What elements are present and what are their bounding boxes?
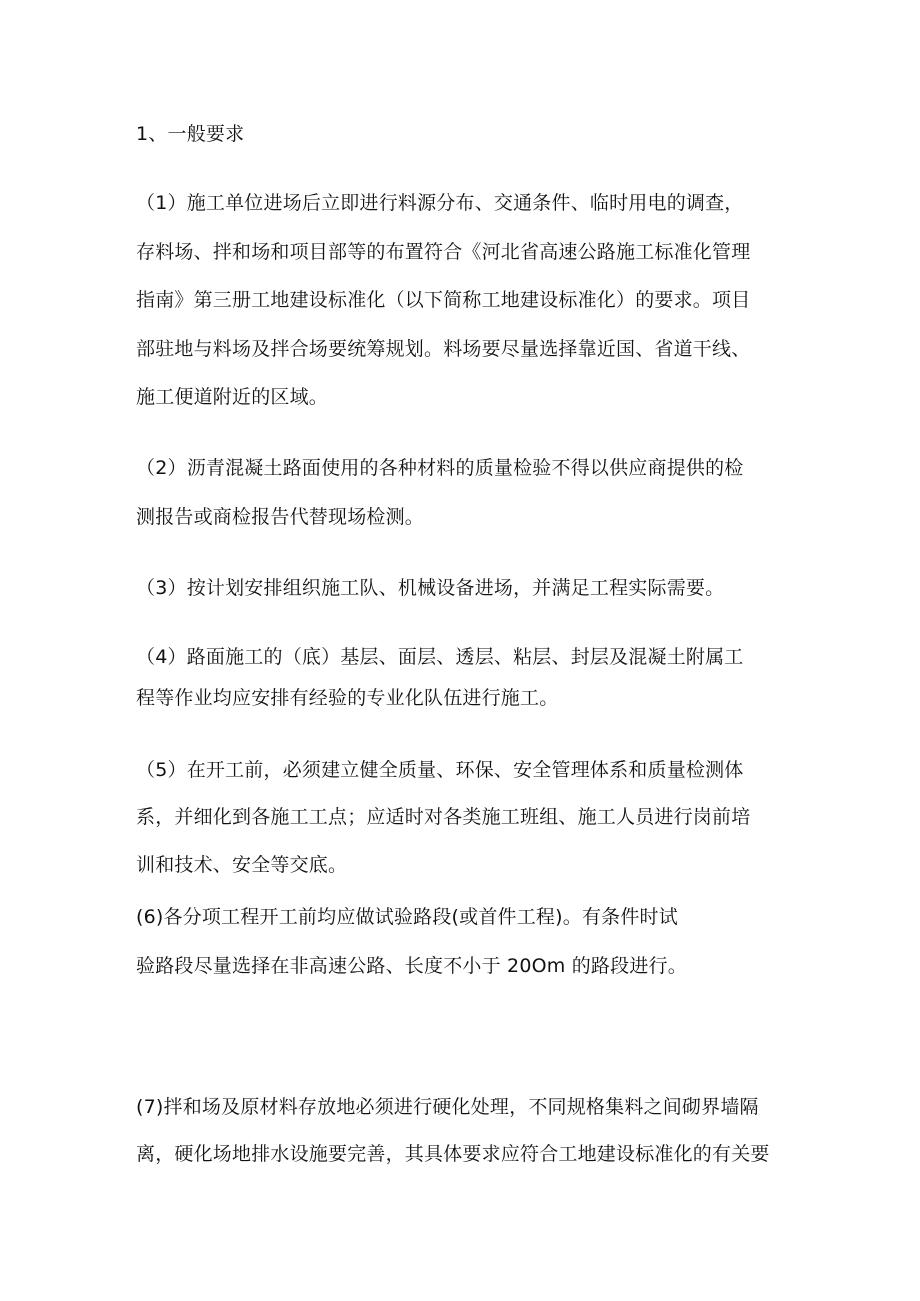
paragraph-line: （3）按计划安排组织施工队、机械设备进场，并满足工程实际需要。 bbox=[136, 577, 725, 599]
paragraph-line: 验路段尽量选择在非高速公路、长度不小于 20Om 的路段进行。 bbox=[136, 955, 687, 977]
section-heading: 1、一般要求 bbox=[136, 123, 245, 145]
paragraph-line: （5）在开工前，必须建立健全质量、环保、安全管理体系和质量检测体 bbox=[136, 759, 744, 781]
paragraph-line: 存料场、拌和场和项目部等的布置符合《河北省高速公路施工标准化管理 bbox=[136, 241, 751, 263]
paragraph-line: （1）施工单位进场后立即进行料源分布、交通条件、临时用电的调查， bbox=[136, 192, 744, 214]
paragraph-line: (6)各分项工程开工前均应做试验路段(或首件工程)。有条件时试 bbox=[136, 906, 678, 928]
paragraph-line: （2）沥青混凝土路面使用的各种材料的质量检验不得以供应商提供的检 bbox=[136, 457, 744, 479]
paragraph-line: 程等作业均应安排有经验的专业化队伍进行施工。 bbox=[136, 687, 559, 709]
paragraph-line: （4）路面施工的（底）基层、面层、透层、粘层、封层及混凝土附属工 bbox=[136, 646, 744, 668]
paragraph-line: 训和技术、安全等交底。 bbox=[136, 854, 348, 876]
paragraph-line: 指南》第三册工地建设标准化（以下简称工地建设标准化）的要求。项目 bbox=[136, 289, 751, 311]
paragraph-line: 部驻地与料场及拌合场要统筹规划。料场要尽量选择靠近国、省道干线、 bbox=[136, 338, 751, 360]
paragraph-line: (7)拌和场及原材料存放地必须进行硬化处理，不同规格集料之间砌界墙隔 bbox=[136, 1096, 759, 1118]
paragraph-line: 施工便道附近的区域。 bbox=[136, 386, 329, 408]
paragraph-line: 系，并细化到各施工工点；应适时对各类施工班组、施工人员进行岗前培 bbox=[136, 806, 751, 828]
paragraph-line: 离，硬化场地排水设施要完善，其具体要求应符合工地建设标准化的有关要 bbox=[136, 1143, 770, 1165]
paragraph-line: 测报告或商检报告代替现场检测。 bbox=[136, 506, 425, 528]
